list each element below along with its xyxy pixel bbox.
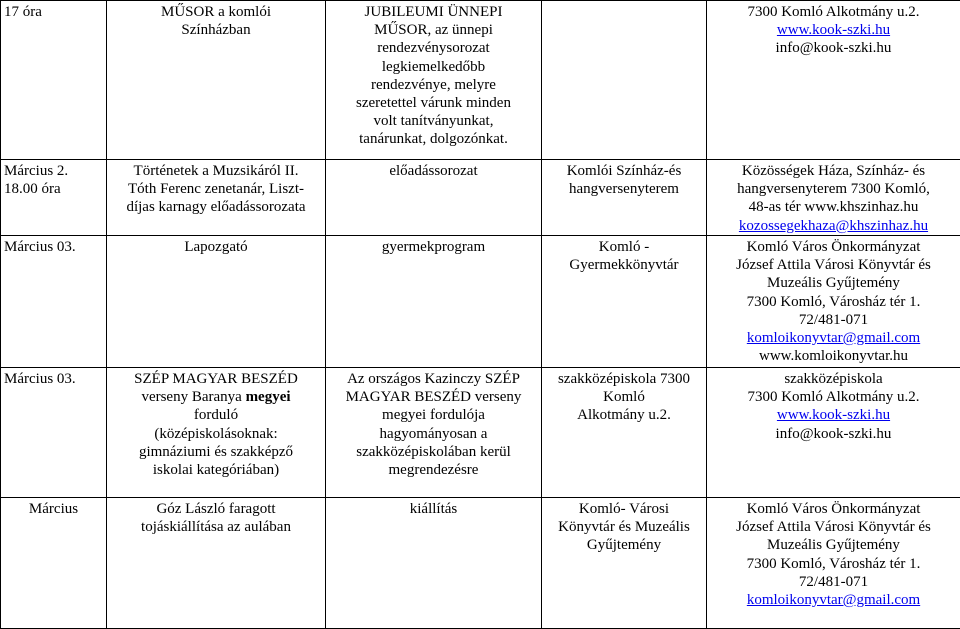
title-line: Góz László faragott bbox=[110, 500, 322, 518]
venue-cell bbox=[542, 1, 707, 160]
title-line: Lapozgató bbox=[110, 238, 322, 256]
venue-line: Komló- Városi bbox=[545, 500, 703, 518]
date-line: Március 03. bbox=[4, 370, 103, 388]
contact-phone: 72/481-071 bbox=[710, 573, 957, 591]
title-cell bbox=[107, 368, 326, 498]
type-cell bbox=[326, 498, 542, 629]
type-line: kiállítás bbox=[329, 500, 538, 518]
type-line: előadássorozat bbox=[329, 162, 538, 180]
type-line: gyermekprogram bbox=[329, 238, 538, 256]
contact-line: Komló Város Önkormányzat bbox=[710, 238, 957, 256]
title-bold-fragment: megyei bbox=[246, 389, 291, 405]
contact-line: Muzeális Gyűjtemény bbox=[710, 274, 957, 292]
contact-address: 7300 Komló Alkotmány u.2. bbox=[710, 3, 957, 21]
title-line: tojáskiállítása az aulában bbox=[110, 518, 322, 536]
contact-line: hangversenyterem 7300 Komló, bbox=[710, 180, 957, 198]
type-line: megyei fordulója bbox=[329, 406, 538, 424]
contact-line: 48-as tér www.khszinhaz.hu bbox=[710, 198, 957, 216]
type-line: Az országos Kazinczy SZÉP bbox=[329, 370, 538, 388]
venue-line: hangversenyterem bbox=[545, 180, 703, 198]
date-cell bbox=[1, 498, 107, 629]
date-line: Március 03. bbox=[4, 238, 103, 256]
type-cell bbox=[326, 368, 542, 498]
type-line: rendezvénysorozat bbox=[329, 39, 538, 57]
title-cell bbox=[107, 498, 326, 629]
time-line: 18.00 óra bbox=[4, 180, 103, 198]
contact-line: Közösségek Háza, Színház- és bbox=[710, 162, 957, 180]
title-cell bbox=[107, 160, 326, 236]
date-cell bbox=[1, 1, 107, 160]
title-line: MŰSOR a komlói bbox=[110, 3, 322, 21]
type-cell bbox=[326, 160, 542, 236]
date-line: Március bbox=[4, 500, 103, 518]
venue-line: Alkotmány u.2. bbox=[545, 406, 703, 424]
contact-cell bbox=[707, 1, 960, 160]
title-line: gimnáziumi és szakképző bbox=[110, 443, 322, 461]
title-line: Tóth Ferenc zenetanár, Liszt- bbox=[110, 180, 322, 198]
table-row bbox=[1, 498, 960, 629]
venue-line: Komlói Színház-és bbox=[545, 162, 703, 180]
title-line: SZÉP MAGYAR BESZÉD bbox=[110, 370, 322, 388]
type-cell bbox=[326, 236, 542, 368]
type-line: legkiemelkedőbb bbox=[329, 58, 538, 76]
website-link[interactable]: www.kook-szki.hu bbox=[710, 406, 957, 424]
type-line: szeretettel várunk minden bbox=[329, 94, 538, 112]
date-cell bbox=[1, 236, 107, 368]
venue-cell bbox=[542, 160, 707, 236]
contact-address: 7300 Komló Alkotmány u.2. bbox=[710, 388, 957, 406]
type-line: MAGYAR BESZÉD verseny bbox=[329, 388, 538, 406]
contact-line: Komló Város Önkormányzat bbox=[710, 500, 957, 518]
title-line: iskolai kategóriában) bbox=[110, 461, 322, 479]
title-line: Színházban bbox=[110, 21, 322, 39]
type-line: volt tanítványunkat, bbox=[329, 112, 538, 130]
title-cell bbox=[107, 236, 326, 368]
date-cell bbox=[1, 368, 107, 498]
contact-line: József Attila Városi Könyvtár és bbox=[710, 518, 957, 536]
table-row bbox=[1, 236, 960, 368]
venue-line: Komló bbox=[545, 388, 703, 406]
date-cell bbox=[1, 160, 107, 236]
contact-line: 7300 Komló, Városház tér 1. bbox=[710, 293, 957, 311]
contact-phone: 72/481-071 bbox=[710, 311, 957, 329]
venue-line: Gyermekkönyvtár bbox=[545, 256, 703, 274]
contact-email: info@kook-szki.hu bbox=[710, 425, 957, 443]
venue-line: Könyvtár és Muzeális bbox=[545, 518, 703, 536]
contact-line: Muzeális Gyűjtemény bbox=[710, 536, 957, 554]
title-cell bbox=[107, 1, 326, 160]
type-line: JUBILEUMI ÜNNEPI bbox=[329, 3, 538, 21]
contact-line: 7300 Komló, Városház tér 1. bbox=[710, 555, 957, 573]
title-line: (középiskolásoknak: bbox=[110, 425, 322, 443]
type-line: tanárunkat, dolgozónkat. bbox=[329, 130, 538, 148]
venue-cell bbox=[542, 368, 707, 498]
contact-website: www.komloikonyvtar.hu bbox=[710, 347, 957, 365]
contact-line: József Attila Városi Könyvtár és bbox=[710, 256, 957, 274]
date-line: Március 2. bbox=[4, 162, 103, 180]
title-line: díjas karnagy előadássorozata bbox=[110, 198, 322, 216]
date-line: 17 óra bbox=[4, 3, 103, 21]
contact-cell bbox=[707, 498, 960, 629]
title-line: forduló bbox=[110, 406, 322, 424]
email-link[interactable]: komloikonyvtar@gmail.com bbox=[710, 329, 957, 347]
email-link[interactable]: kozossegekhaza@khszinhaz.hu bbox=[710, 217, 957, 235]
contact-cell bbox=[707, 160, 960, 236]
venue-cell bbox=[542, 498, 707, 629]
title-line bbox=[110, 388, 322, 406]
table-row bbox=[1, 160, 960, 236]
type-line: MŰSOR, az ünnepi bbox=[329, 21, 538, 39]
title-line: Történetek a Muzsikáról II. bbox=[110, 162, 322, 180]
type-line: rendezvénye, melyre bbox=[329, 76, 538, 94]
venue-line: Komló - bbox=[545, 238, 703, 256]
website-link[interactable]: www.kook-szki.hu bbox=[710, 21, 957, 39]
venue-line: szakközépiskola 7300 bbox=[545, 370, 703, 388]
type-line: szakközépiskolában kerül bbox=[329, 443, 538, 461]
contact-cell bbox=[707, 236, 960, 368]
venue-cell bbox=[542, 236, 707, 368]
contact-email: info@kook-szki.hu bbox=[710, 39, 957, 57]
email-link[interactable]: komloikonyvtar@gmail.com bbox=[710, 591, 957, 609]
title-fragment: verseny Baranya bbox=[141, 389, 245, 405]
table-row bbox=[1, 368, 960, 498]
contact-line: szakközépiskola bbox=[710, 370, 957, 388]
type-line: megrendezésre bbox=[329, 461, 538, 479]
type-cell bbox=[326, 1, 542, 160]
type-line: hagyományosan a bbox=[329, 425, 538, 443]
contact-cell bbox=[707, 368, 960, 498]
table-row bbox=[1, 1, 960, 160]
venue-line: Gyűjtemény bbox=[545, 536, 703, 554]
